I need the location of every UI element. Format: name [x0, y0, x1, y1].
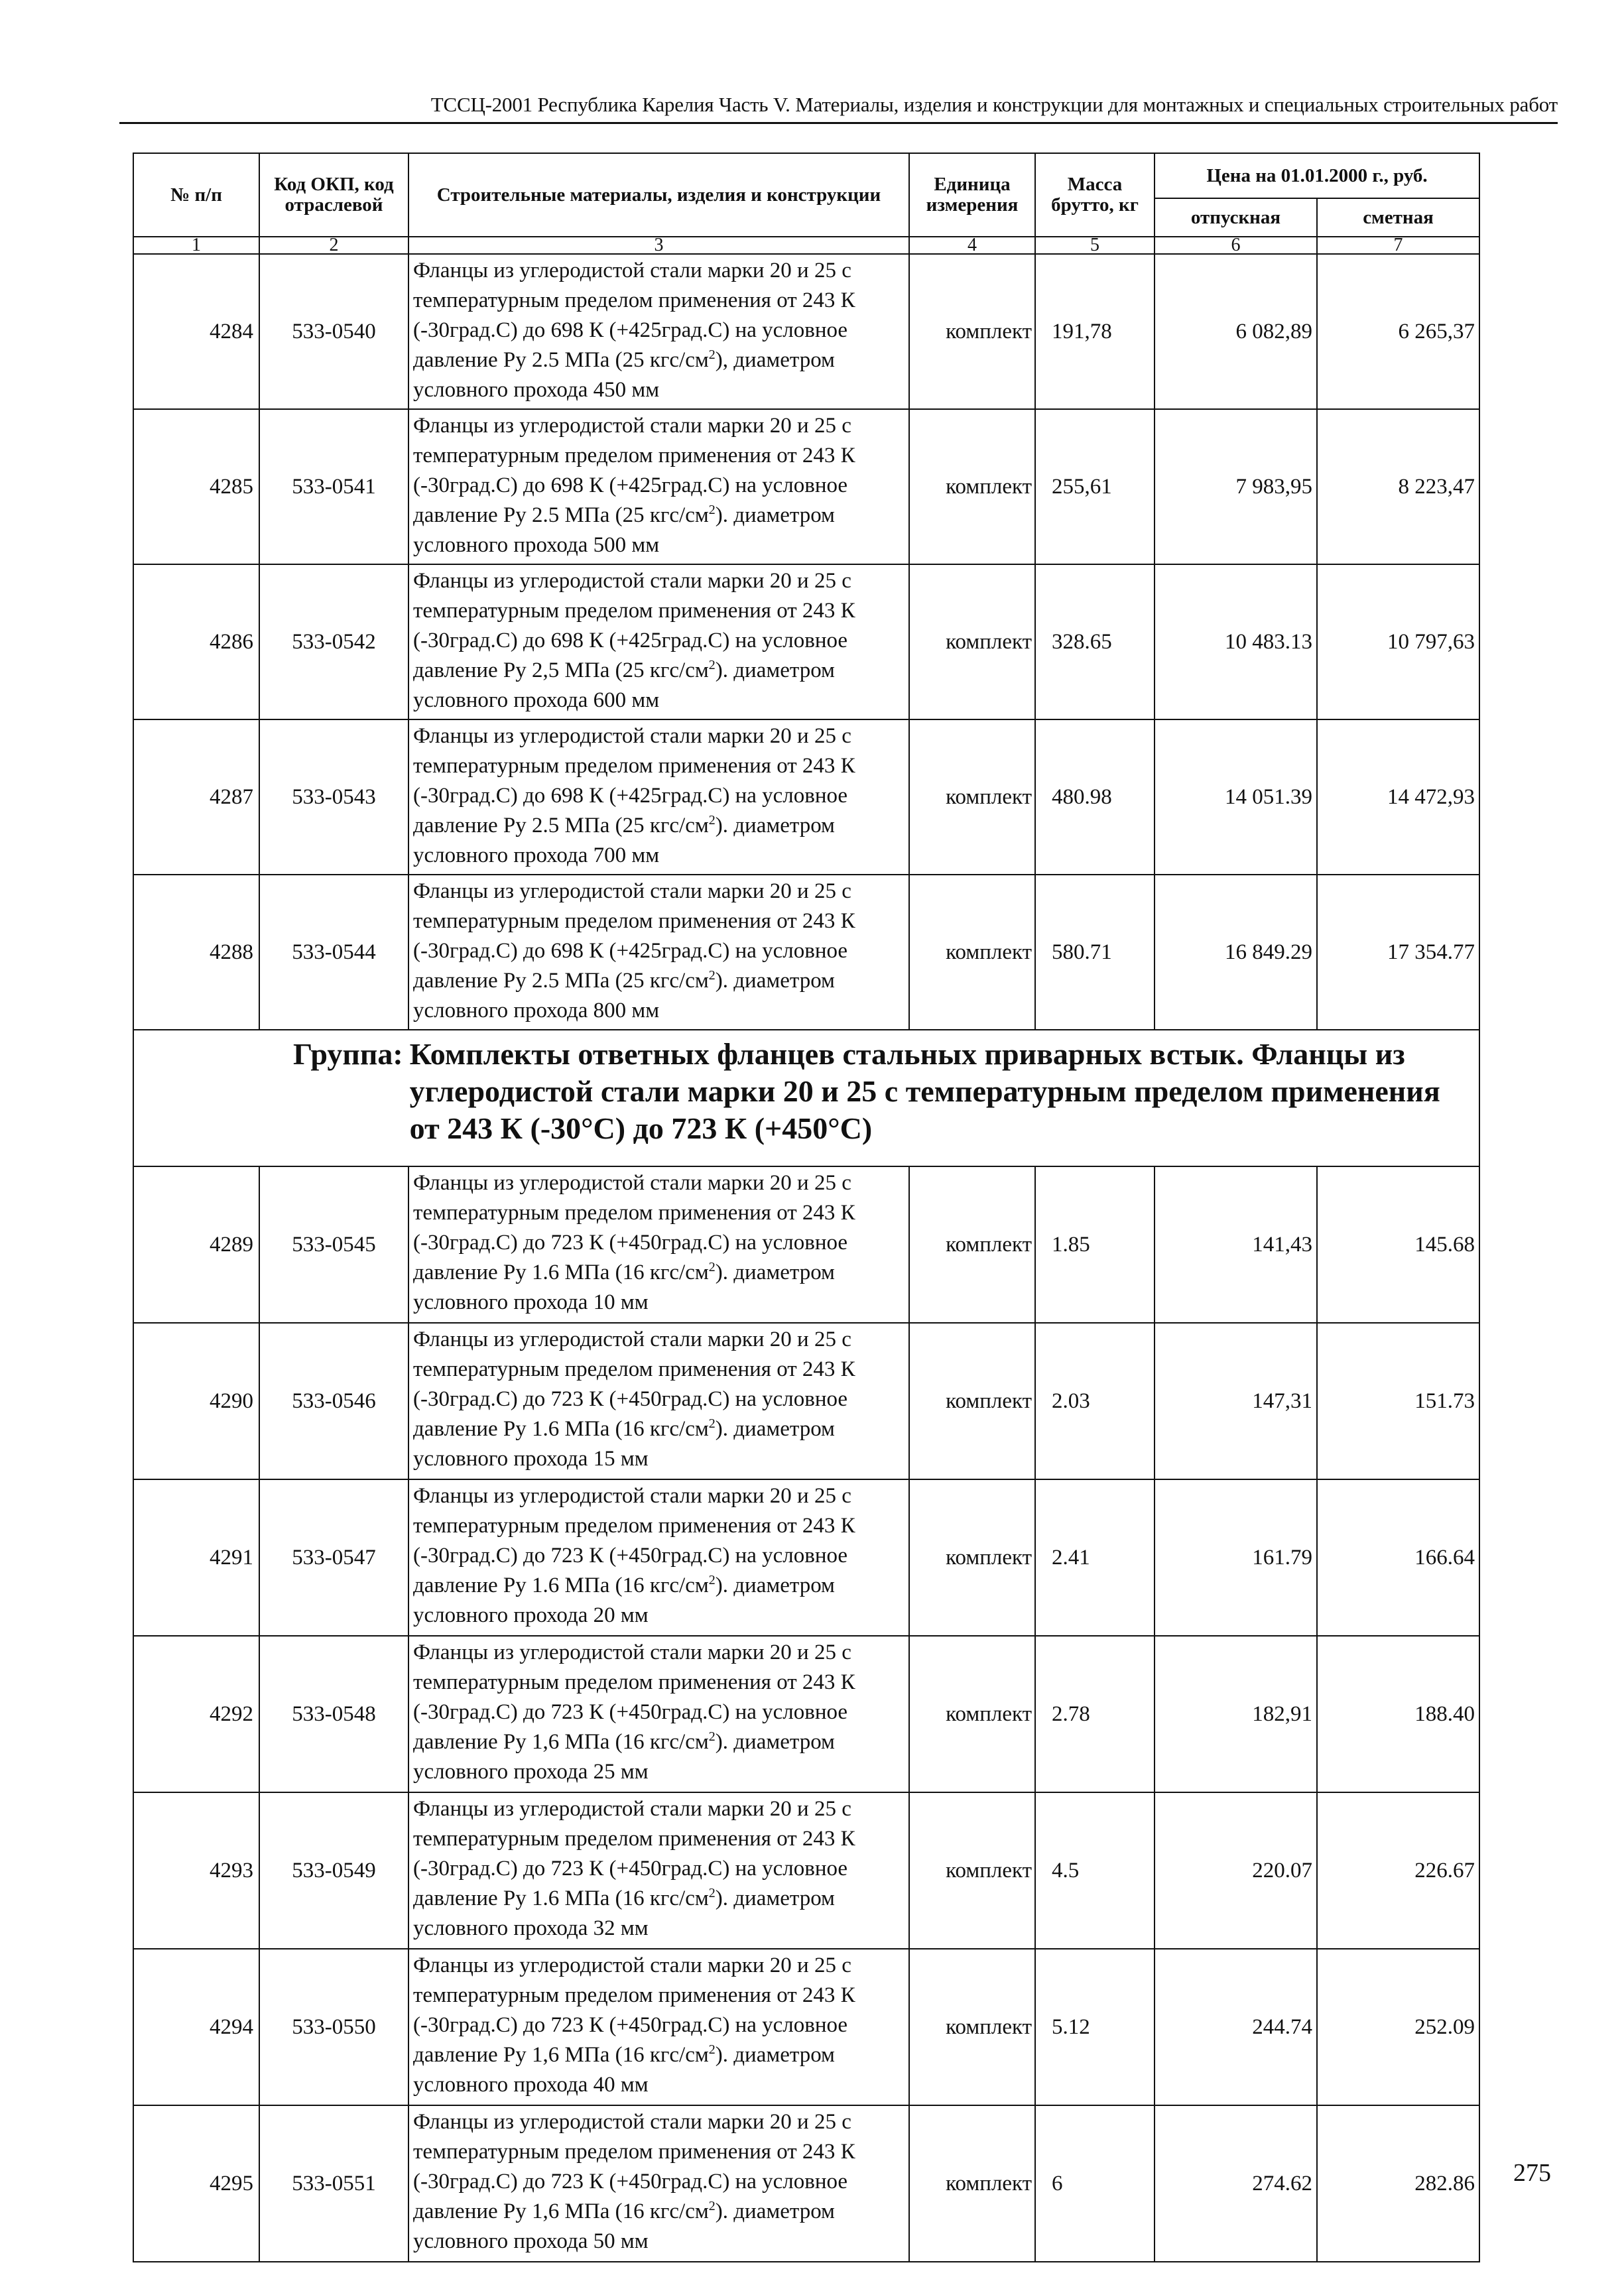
material-description [408, 1949, 909, 2105]
price-estimate: 8 223,47 [1317, 409, 1479, 564]
price-estimate: 226.67 [1317, 1792, 1479, 1949]
unit-of-measure: комплект [909, 1636, 1035, 1792]
description-text-end: ). диаметром условного прохода 50 мм [413, 2199, 835, 2253]
column-number: 6 [1155, 237, 1317, 254]
description-text-end: ). диаметром условного прохода 700 мм [413, 814, 835, 867]
material-description [408, 1636, 909, 1792]
unit-of-measure: комплект [909, 1166, 1035, 1323]
table-row [133, 1792, 1479, 1949]
group-heading [133, 1030, 1479, 1166]
description-text: Фланцы из углеродистой стали марки 20 и 25 с температурным пределом применения от 243 К (-30град.С) до 723 К (+450град.С) на условное давление Ру 1,6 МПа (16 кгс/см [413, 1953, 855, 2067]
price-estimate: 166.64 [1317, 1479, 1479, 1636]
okp-code: 533-0550 [259, 1949, 408, 2105]
page-header: ТССЦ-2001 Республика Карелия Часть V. Материалы, изделия и конструкции для монтажных и специальных строительных работ [119, 93, 1558, 124]
header-unit: Единица измерения [909, 153, 1035, 237]
description-text-end: ). диаметром условного прохода 15 мм [413, 1417, 835, 1471]
header-num: № п/п [133, 153, 259, 237]
price-estimate: 17 354.77 [1317, 875, 1479, 1030]
price-estimate: 282.86 [1317, 2105, 1479, 2262]
column-number: 4 [909, 237, 1035, 254]
row-number: 4287 [133, 719, 259, 875]
column-number: 5 [1035, 237, 1155, 254]
price-release: 7 983,95 [1155, 409, 1317, 564]
gross-mass: 2.03 [1035, 1323, 1155, 1479]
column-numbers-row [133, 237, 1479, 254]
okp-code: 533-0544 [259, 875, 408, 1030]
table-row [133, 409, 1479, 564]
description-superscript: 2 [708, 503, 716, 517]
column-number: 1 [133, 237, 259, 254]
table-row [133, 254, 1479, 409]
price-release: 220.07 [1155, 1792, 1317, 1949]
price-release: 147,31 [1155, 1323, 1317, 1479]
price-release: 16 849.29 [1155, 875, 1317, 1030]
price-estimate: 252.09 [1317, 1949, 1479, 2105]
gross-mass: 1.85 [1035, 1166, 1155, 1323]
row-number: 4294 [133, 1949, 259, 2105]
row-number: 4293 [133, 1792, 259, 1949]
header-price-estimate: сметная [1317, 198, 1479, 237]
price-release: 274.62 [1155, 2105, 1317, 2262]
header-price-release: отпускная [1155, 198, 1317, 237]
material-description [408, 719, 909, 875]
row-number: 4290 [133, 1323, 259, 1479]
okp-code: 533-0547 [259, 1479, 408, 1636]
okp-code: 533-0549 [259, 1792, 408, 1949]
gross-mass: 4.5 [1035, 1792, 1155, 1949]
row-number: 4292 [133, 1636, 259, 1792]
column-number: 2 [259, 237, 408, 254]
table-row [133, 1636, 1479, 1792]
material-description [408, 1479, 909, 1636]
table-row [133, 875, 1479, 1030]
description-text: Фланцы из углеродистой стали марки 20 и 25 с температурным пределом применения от 243 К (-30град.С) до 698 К (+425град.С) на условное давление Ру 2,5 МПа (25 кгс/см [413, 569, 855, 682]
material-description [408, 564, 909, 719]
price-estimate: 6 265,37 [1317, 254, 1479, 409]
unit-of-measure: комплект [909, 564, 1035, 719]
row-number: 4284 [133, 254, 259, 409]
price-release: 6 082,89 [1155, 254, 1317, 409]
okp-code: 533-0541 [259, 409, 408, 564]
table-row [133, 2105, 1479, 2262]
gross-mass: 480.98 [1035, 719, 1155, 875]
header-price-group: Цена на 01.01.2000 г., руб. [1155, 153, 1479, 198]
okp-code: 533-0548 [259, 1636, 408, 1792]
okp-code: 533-0551 [259, 2105, 408, 2262]
material-description [408, 409, 909, 564]
material-description [408, 1166, 909, 1323]
gross-mass: 191,78 [1035, 254, 1155, 409]
description-text-end: ), диаметром условного прохода 450 мм [413, 348, 835, 402]
description-text: Фланцы из углеродистой стали марки 20 и 25 с температурным пределом применения от 243 К (-30град.С) до 723 К (+450град.С) на условное давление Ру 1,6 МПа (16 кгс/см [413, 2110, 855, 2223]
description-text-end: ). диаметром условного прохода 20 мм [413, 1574, 835, 1627]
gross-mass: 5.12 [1035, 1949, 1155, 2105]
material-description [408, 875, 909, 1030]
unit-of-measure: комплект [909, 409, 1035, 564]
description-text-end: ). диаметром условного прохода 25 мм [413, 1730, 835, 1784]
row-number: 4285 [133, 409, 259, 564]
page-number: 275 [1513, 2159, 1551, 2187]
gross-mass: 6 [1035, 2105, 1155, 2262]
row-number: 4289 [133, 1166, 259, 1323]
okp-code: 533-0545 [259, 1166, 408, 1323]
description-text-end: ). диаметром условного прохода 32 мм [413, 1886, 835, 1940]
description-text-end: ). диаметром условного прохода 40 мм [413, 2043, 835, 2097]
table-row [133, 719, 1479, 875]
price-release: 244.74 [1155, 1949, 1317, 2105]
price-table [133, 153, 1480, 2262]
gross-mass: 2.41 [1035, 1479, 1155, 1636]
okp-code: 533-0546 [259, 1323, 408, 1479]
description-text: Фланцы из углеродистой стали марки 20 и 25 с температурным пределом применения от 243 К (-30град.С) до 723 К (+450град.С) на условное давление Ру 1.6 МПа (16 кгс/см [413, 1797, 855, 1910]
gross-mass: 580.71 [1035, 875, 1155, 1030]
row-number: 4288 [133, 875, 259, 1030]
gross-mass: 2.78 [1035, 1636, 1155, 1792]
table-row [133, 1166, 1479, 1323]
description-text: Фланцы из углеродистой стали марки 20 и 25 с температурным пределом применения от 243 К (-30град.С) до 723 К (+450град.С) на условное давление Ру 1.6 МПа (16 кгс/см [413, 1484, 855, 1597]
price-estimate: 188.40 [1317, 1636, 1479, 1792]
description-text-end: ). диаметром условного прохода 10 мм [413, 1261, 835, 1314]
material-description [408, 1323, 909, 1479]
price-release: 182,91 [1155, 1636, 1317, 1792]
header-mass: Масса брутто, кг [1035, 153, 1155, 237]
description-superscript: 2 [708, 2042, 716, 2057]
unit-of-measure: комплект [909, 1479, 1035, 1636]
material-description [408, 254, 909, 409]
description-text-end: ). диаметром условного прохода 500 мм [413, 503, 835, 557]
group-label: Группа: [293, 1037, 403, 1071]
price-release: 14 051.39 [1155, 719, 1317, 875]
row-number: 4286 [133, 564, 259, 719]
header-material: Строительные материалы, изделия и конструкции [408, 153, 909, 237]
description-superscript: 2 [708, 968, 716, 983]
header-code: Код ОКП, код отраслевой [259, 153, 408, 237]
column-number: 7 [1317, 237, 1479, 254]
table-row [133, 1323, 1479, 1479]
price-estimate: 10 797,63 [1317, 564, 1479, 719]
description-superscript: 2 [708, 1416, 716, 1431]
description-superscript: 2 [708, 1573, 716, 1587]
unit-of-measure: комплект [909, 875, 1035, 1030]
row-number: 4291 [133, 1479, 259, 1636]
description-text: Фланцы из углеродистой стали марки 20 и 25 с температурным пределом применения от 243 К (-30град.С) до 723 К (+450град.С) на условное давление Ру 1.6 МПа (16 кгс/см [413, 1171, 855, 1284]
table-row [133, 564, 1479, 719]
description-text: Фланцы из углеродистой стали марки 20 и 25 с температурным пределом применения от 243 К (-30град.С) до 698 К (+425град.С) на условное давление Ру 2.5 МПа (25 кгс/см [413, 259, 855, 372]
description-text: Фланцы из углеродистой стали марки 20 и 25 с температурным пределом применения от 243 К (-30град.С) до 698 К (+425град.С) на условное давление Ру 2.5 МПа (25 кгс/см [413, 414, 855, 527]
description-text: Фланцы из углеродистой стали марки 20 и 25 с температурным пределом применения от 243 К (-30град.С) до 723 К (+450град.С) на условное давление Ру 1,6 МПа (16 кгс/см [413, 1640, 855, 1754]
description-superscript: 2 [708, 658, 716, 672]
okp-code: 533-0542 [259, 564, 408, 719]
unit-of-measure: комплект [909, 254, 1035, 409]
column-number: 3 [408, 237, 909, 254]
description-superscript: 2 [708, 1886, 716, 1900]
gross-mass: 255,61 [1035, 409, 1155, 564]
description-text: Фланцы из углеродистой стали марки 20 и 25 с температурным пределом применения от 243 К (-30град.С) до 698 К (+425град.С) на условное давление Ру 2.5 МПа (25 кгс/см [413, 879, 855, 993]
price-estimate: 145.68 [1317, 1166, 1479, 1323]
unit-of-measure: комплект [909, 719, 1035, 875]
table-row [133, 1949, 1479, 2105]
price-release: 10 483.13 [1155, 564, 1317, 719]
unit-of-measure: комплект [909, 2105, 1035, 2262]
description-text: Фланцы из углеродистой стали марки 20 и 25 с температурным пределом применения от 243 К (-30град.С) до 698 К (+425град.С) на условное давление Ру 2.5 МПа (25 кгс/см [413, 724, 855, 837]
row-number: 4295 [133, 2105, 259, 2262]
description-superscript: 2 [708, 347, 716, 362]
material-description [408, 2105, 909, 2262]
description-text-end: ). диаметром условного прохода 600 мм [413, 658, 835, 712]
price-estimate: 14 472,93 [1317, 719, 1479, 875]
group-title: Комплекты ответных фланцев стальных приварных встык. Фланцы из углеродистой стали марки 20 и 25 с температурным пределом применения от 243 К (-30°С) до 723 К (+450°С) [409, 1037, 1440, 1145]
unit-of-measure: комплект [909, 1949, 1035, 2105]
description-text: Фланцы из углеродистой стали марки 20 и 25 с температурным пределом применения от 243 К (-30град.С) до 723 К (+450град.С) на условное давление Ру 1.6 МПа (16 кгс/см [413, 1328, 855, 1441]
description-superscript: 2 [708, 2199, 716, 2213]
price-release: 141,43 [1155, 1166, 1317, 1323]
price-release: 161.79 [1155, 1479, 1317, 1636]
unit-of-measure: комплект [909, 1323, 1035, 1479]
description-superscript: 2 [708, 1729, 716, 1744]
group-row [133, 1030, 1479, 1166]
description-superscript: 2 [708, 1260, 716, 1274]
price-estimate: 151.73 [1317, 1323, 1479, 1479]
okp-code: 533-0543 [259, 719, 408, 875]
description-text-end: ). диаметром условного прохода 800 мм [413, 969, 835, 1022]
table-row [133, 1479, 1479, 1636]
material-description [408, 1792, 909, 1949]
okp-code: 533-0540 [259, 254, 408, 409]
unit-of-measure: комплект [909, 1792, 1035, 1949]
description-superscript: 2 [708, 813, 716, 828]
gross-mass: 328.65 [1035, 564, 1155, 719]
